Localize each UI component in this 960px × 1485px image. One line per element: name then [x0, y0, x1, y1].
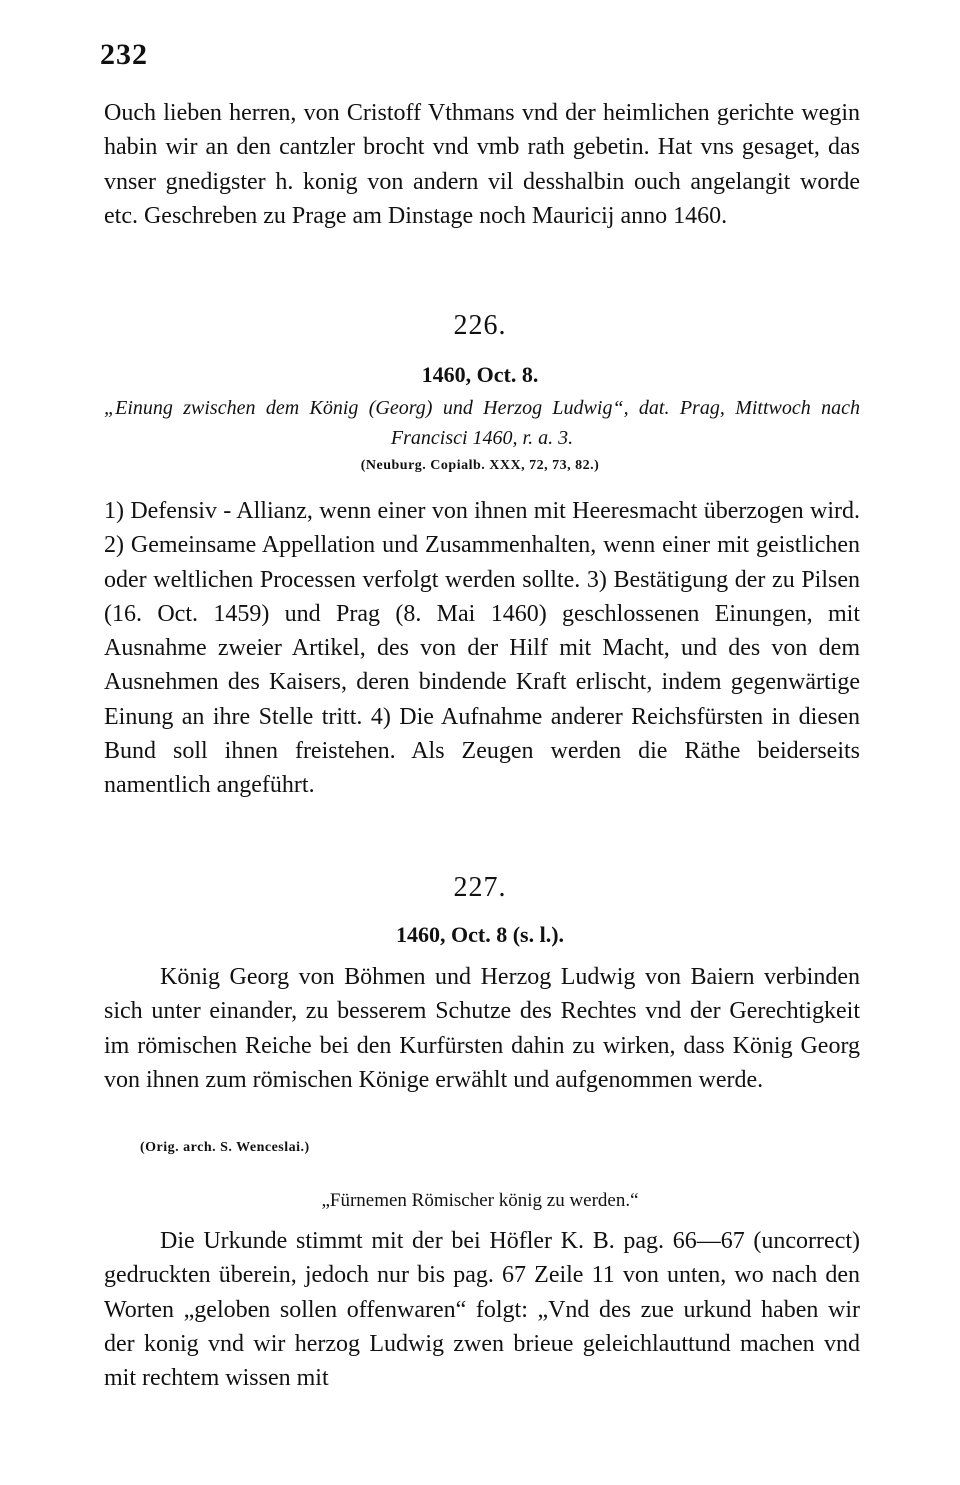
entry-227-note: Die Urkunde stimmt mit der bei Höfler K. B. pag. 66—67 (uncorrect) gedruckten überein, jedoch nur bis pag. 67 Zeile 11 von unten, wo nach den Worten „geloben sollen offenwaren“ folgt: „Vnd des zue urkund haben wir der konig vnd wir herzog Ludwig zwen brieue geleichlauttund machen vnd mit rechtem wissen mit: [104, 1228, 860, 1392]
entry-226-source: (Neuburg. Copialb. XXX, 72, 73, 82.): [360, 458, 600, 473]
entry-226-date: 1460, Oct. 8.: [421, 362, 539, 387]
entry-227-date: 1460, Oct. 8 (s. l.).: [395, 922, 565, 947]
entry-226-title: „Einung zwischen dem König (Georg) und Herzog Ludwig“, dat. Prag, Mittwoch nach Francisci 1460, r. a. 3.: [104, 397, 860, 449]
entry-227-source: (Orig. arch. S. Wenceslai.): [140, 1140, 310, 1155]
entry-227-number: 227.: [453, 872, 507, 903]
page-number: 232: [100, 38, 148, 71]
entry-226-summary: 1) Defensiv - Allianz, wenn einer von ihnen mit Heeresmacht überzogen wird. 2) Gemeinsame Appellation und Zusammenhalten, wenn einer mit geistlichen oder weltlichen Processen verfolgt werden sollte. 3) Bestätigung der zu Pilsen (16. Oct. 1459) und Prag (8. Mai 1460) geschlossenen Einungen, mit Ausnahme zweier Artikel, des von der Hilf mit Macht, und des von dem Ausnehmen des Kaisers, deren bindende Kraft erlischt, indem gegenwärtige Einung an ihre Stelle tritt. 4) Die Aufnahme anderer Reichsfürsten in diesen Bund soll ihnen freistehen. Als Zeugen werden die Räthe beiderseits namentlich angeführt.: [104, 498, 860, 799]
entry-227-summary: König Georg von Böhmen und Herzog Ludwig von Baiern verbinden sich unter einander, zu besserem Schutze des Rechtes vnd der Gerechtigkeit im römischen Reiche bei den Kurfürsten dahin zu wirken, dass König Georg von ihnen zum römischen Könige erwählt und aufgenommen werde.: [104, 964, 860, 1093]
entry-227-quote-title: „Fürnemen Römischer könig zu werden.“: [321, 1190, 639, 1211]
continuation-paragraph: Ouch lieben herren, von Cristoff Vthmans vnd der heimlichen gerichte wegin habin wir an den cantzler brocht vnd vmb rath gebetin. Hat vns gesaget, das vnser gnedigster h. konig von andern vil desshalbin ouch angelangit worde etc. Geschreben zu Prage am Dinstage noch Mauricij anno 1460.: [104, 100, 860, 229]
entry-226-number: 226.: [453, 310, 507, 341]
